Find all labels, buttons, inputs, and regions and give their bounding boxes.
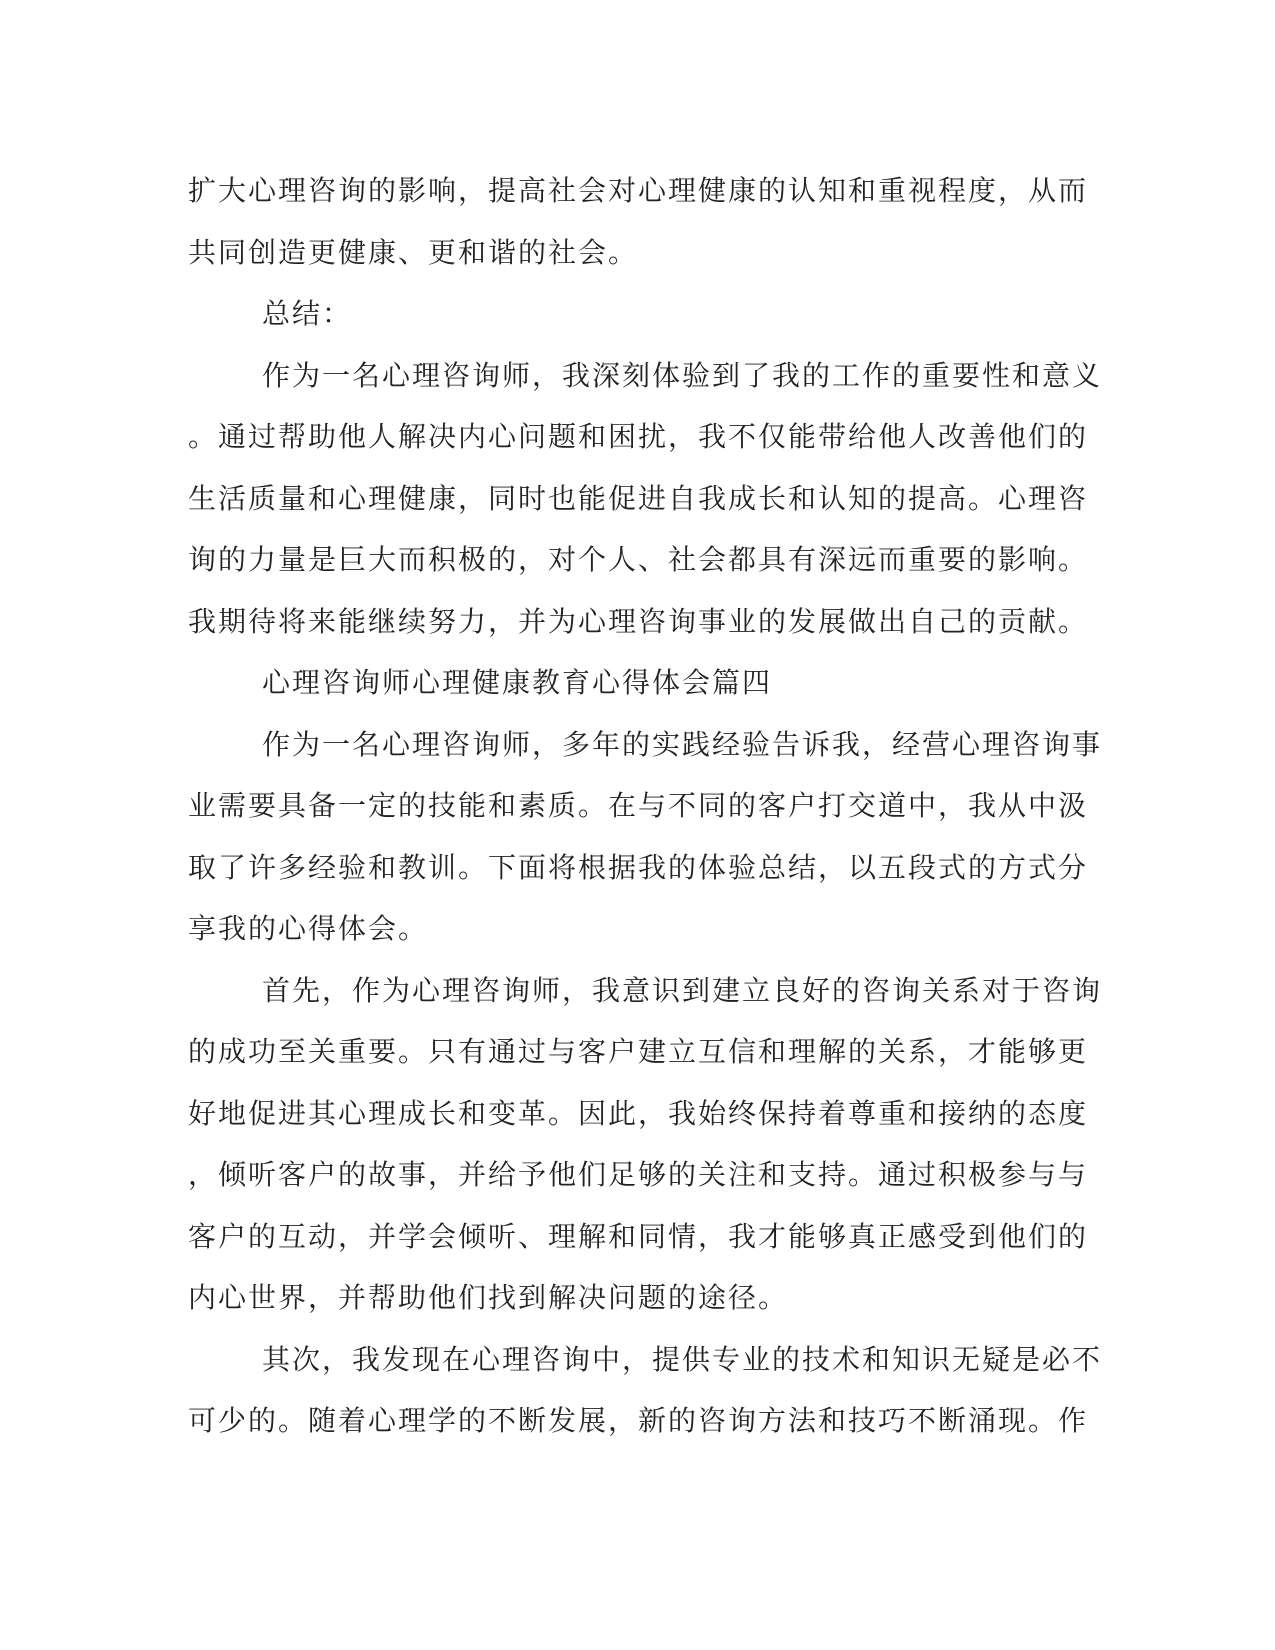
- text-line-10: 作为一名心理咨询师，多年的实践经验告诉我，经营心理咨询事: [262, 727, 1103, 761]
- text-line-17: ，倾听客户的故事，并给予他们足够的关注和支持。通过积极参与与: [188, 1158, 1089, 1191]
- section-heading-summary: 总结：: [262, 297, 353, 330]
- text-line-7: 询的力量是巨大而积极的，对个人、社会都具有深远而重要的影响。: [188, 543, 1089, 576]
- text-line-18: 客户的互动，并学会倾听、理解和同情，我才能够真正感受到他们的: [188, 1219, 1089, 1253]
- text-line-6: 生活质量和心理健康，同时也能促进自我成长和认知的提高。心理咨: [188, 481, 1089, 515]
- text-line-11: 业需要具备一定的技能和素质。在与不同的客户打交道中，我从中汲: [188, 789, 1089, 822]
- text-line-19: 内心世界，并帮助他们找到解决问题的途径。: [188, 1281, 789, 1314]
- text-line-12: 取了许多经验和教训。下面将根据我的体验总结，以五段式的方式分: [188, 850, 1089, 884]
- text-line-13: 享我的心得体会。: [188, 912, 429, 945]
- text-line-15: 的成功至关重要。只有通过与客户建立互信和理解的关系，才能够更: [188, 1035, 1089, 1068]
- text-line-16: 好地促进其心理成长和变革。因此，我始终保持着尊重和接纳的态度: [188, 1096, 1089, 1130]
- text-line-2: 共同创造更健康、更和谐的社会。: [188, 235, 639, 269]
- text-line-5: 。通过帮助他人解决内心问题和困扰，我不仅能带给他人改善他们的: [188, 420, 1089, 453]
- text-line-14: 首先，作为心理咨询师，我意识到建立良好的咨询关系对于咨询: [262, 973, 1103, 1007]
- text-line-21: 可少的。随着心理学的不断发展，新的咨询方法和技巧不断涌现。作: [188, 1404, 1089, 1437]
- document-body: [188, 160, 1103, 1452]
- text-line-4: 作为一名心理咨询师，我深刻体验到了我的工作的重要性和意义: [262, 358, 1103, 392]
- text-line-1: 扩大心理咨询的影响，提高社会对心理健康的认知和重视程度，从而: [188, 174, 1089, 207]
- text-line-8: 我期待将来能继续努力，并为心理咨询事业的发展做出自己的贡献。: [188, 604, 1089, 638]
- text-line-20: 其次，我发现在心理咨询中，提供专业的技术和知识无疑是必不: [262, 1342, 1103, 1376]
- section-heading-part-four: 心理咨询师心理健康教育心得体会篇四: [262, 666, 773, 699]
